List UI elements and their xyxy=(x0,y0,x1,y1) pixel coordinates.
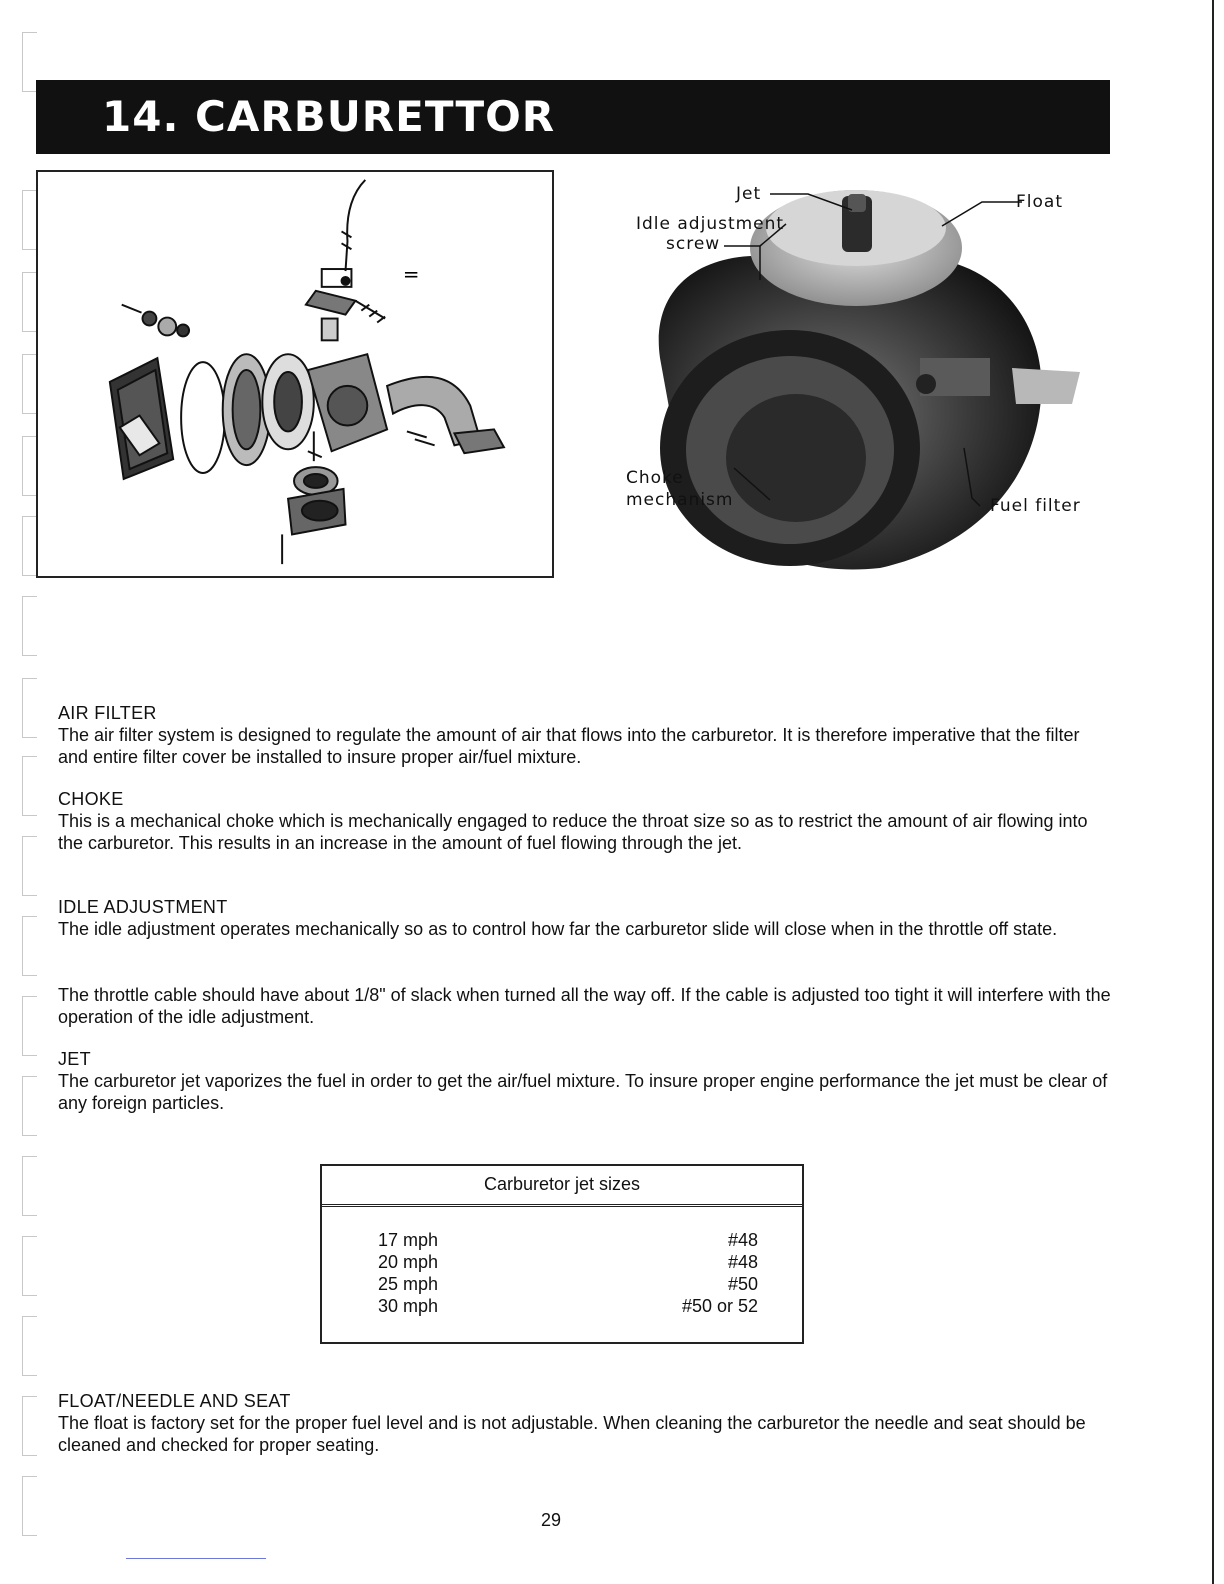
section-heading: CHOKE xyxy=(58,789,124,809)
table-row xyxy=(378,1296,758,1318)
section-jet xyxy=(58,1048,1114,1114)
binder-mark xyxy=(22,272,37,332)
binder-mark xyxy=(22,1316,37,1376)
section-air-filter xyxy=(58,702,1114,768)
table-caption: Carburetor jet sizes xyxy=(322,1166,802,1207)
row-speed: 30 mph xyxy=(378,1296,439,1316)
section-choke xyxy=(58,788,1114,854)
binder-mark xyxy=(22,436,37,496)
section-heading: JET xyxy=(58,1049,91,1069)
exploded-view-figure xyxy=(36,170,554,578)
page-edge xyxy=(1212,0,1214,1584)
chapter-title: 14. CARBURETTOR xyxy=(102,92,556,141)
table-row xyxy=(378,1274,758,1296)
row-jet-size: #48 xyxy=(727,1252,758,1272)
row-jet-size: #48 xyxy=(727,1230,758,1250)
binder-mark xyxy=(22,678,37,738)
binder-mark xyxy=(22,836,37,896)
section-body: The idle adjustment operates mechanically so as to control how far the carburetor slide will close when in the throttle off state. xyxy=(58,919,1058,939)
callout-float: Float xyxy=(1016,192,1063,212)
binder-mark xyxy=(22,1236,37,1296)
carburetor-photo xyxy=(620,168,1120,588)
section-body: The carburetor jet vaporizes the fuel in order to get the air/fuel mixture. To insure proper engine performance the jet must be clear of any foreign particles. xyxy=(58,1071,1108,1113)
row-jet-size: #50 xyxy=(727,1274,758,1294)
equals-mark: = xyxy=(402,262,420,286)
row-speed: 20 mph xyxy=(378,1252,439,1272)
row-speed: 17 mph xyxy=(378,1230,439,1250)
callout-choke-line1: Choke xyxy=(626,468,684,488)
section-body: The air filter system is designed to regulate the amount of air that flows into the carburetor. It is therefore imperative that the filter and entire filter cover be installed to insure proper air/fuel mixture. xyxy=(58,725,1080,767)
jet-sizes-table xyxy=(320,1164,804,1344)
section-body: This is a mechanical choke which is mechanically engaged to reduce the throat size so as to restrict the amount of air flowing into the carburetor. This results in an increase in the amount of fuel flowing through the jet. xyxy=(58,811,1088,853)
scan-artifact-line xyxy=(126,1558,266,1559)
callout-idle-screw-line1: Idle adjustment xyxy=(636,214,785,234)
row-jet-size: #50 or 52 xyxy=(681,1296,758,1316)
section-heading: AIR FILTER xyxy=(58,703,157,723)
section-body: The float is factory set for the proper fuel level and is not adjustable. When cleaning the carburetor the needle and seat should be cleaned and checked for proper seating. xyxy=(58,1413,1086,1455)
section-heading: FLOAT/NEEDLE AND SEAT xyxy=(58,1391,291,1411)
chapter-banner xyxy=(36,80,1110,154)
section-idle-adjustment xyxy=(58,896,1114,940)
section-throttle-cable xyxy=(58,984,1114,1028)
callout-idle-screw-line2: screw xyxy=(666,234,721,254)
section-body: The throttle cable should have about 1/8" of slack when turned all the way off. If the cable is adjusted too tight it will interfere with the operation of the idle adjustment. xyxy=(58,985,1111,1027)
binder-mark xyxy=(22,190,37,250)
table-row xyxy=(378,1230,758,1252)
callout-fuel-filter: Fuel filter xyxy=(990,496,1081,516)
section-float-needle-seat xyxy=(58,1390,1114,1456)
binder-mark xyxy=(22,996,37,1056)
binder-mark xyxy=(22,1156,37,1216)
callout-jet: Jet xyxy=(736,184,762,204)
row-speed: 25 mph xyxy=(378,1274,439,1294)
binder-mark xyxy=(22,1076,37,1136)
binder-mark xyxy=(22,596,37,656)
binder-mark xyxy=(22,32,37,92)
section-heading: IDLE ADJUSTMENT xyxy=(58,897,228,917)
page-number: 29 xyxy=(540,1510,562,1530)
binder-mark xyxy=(22,516,37,576)
binder-mark xyxy=(22,354,37,414)
callout-choke-line2: mechanism xyxy=(626,490,734,510)
binder-mark xyxy=(22,1396,37,1456)
carburetor-exploded-diagram-icon xyxy=(38,172,552,576)
binder-mark xyxy=(22,756,37,816)
binder-mark xyxy=(22,916,37,976)
table-row xyxy=(378,1252,758,1274)
